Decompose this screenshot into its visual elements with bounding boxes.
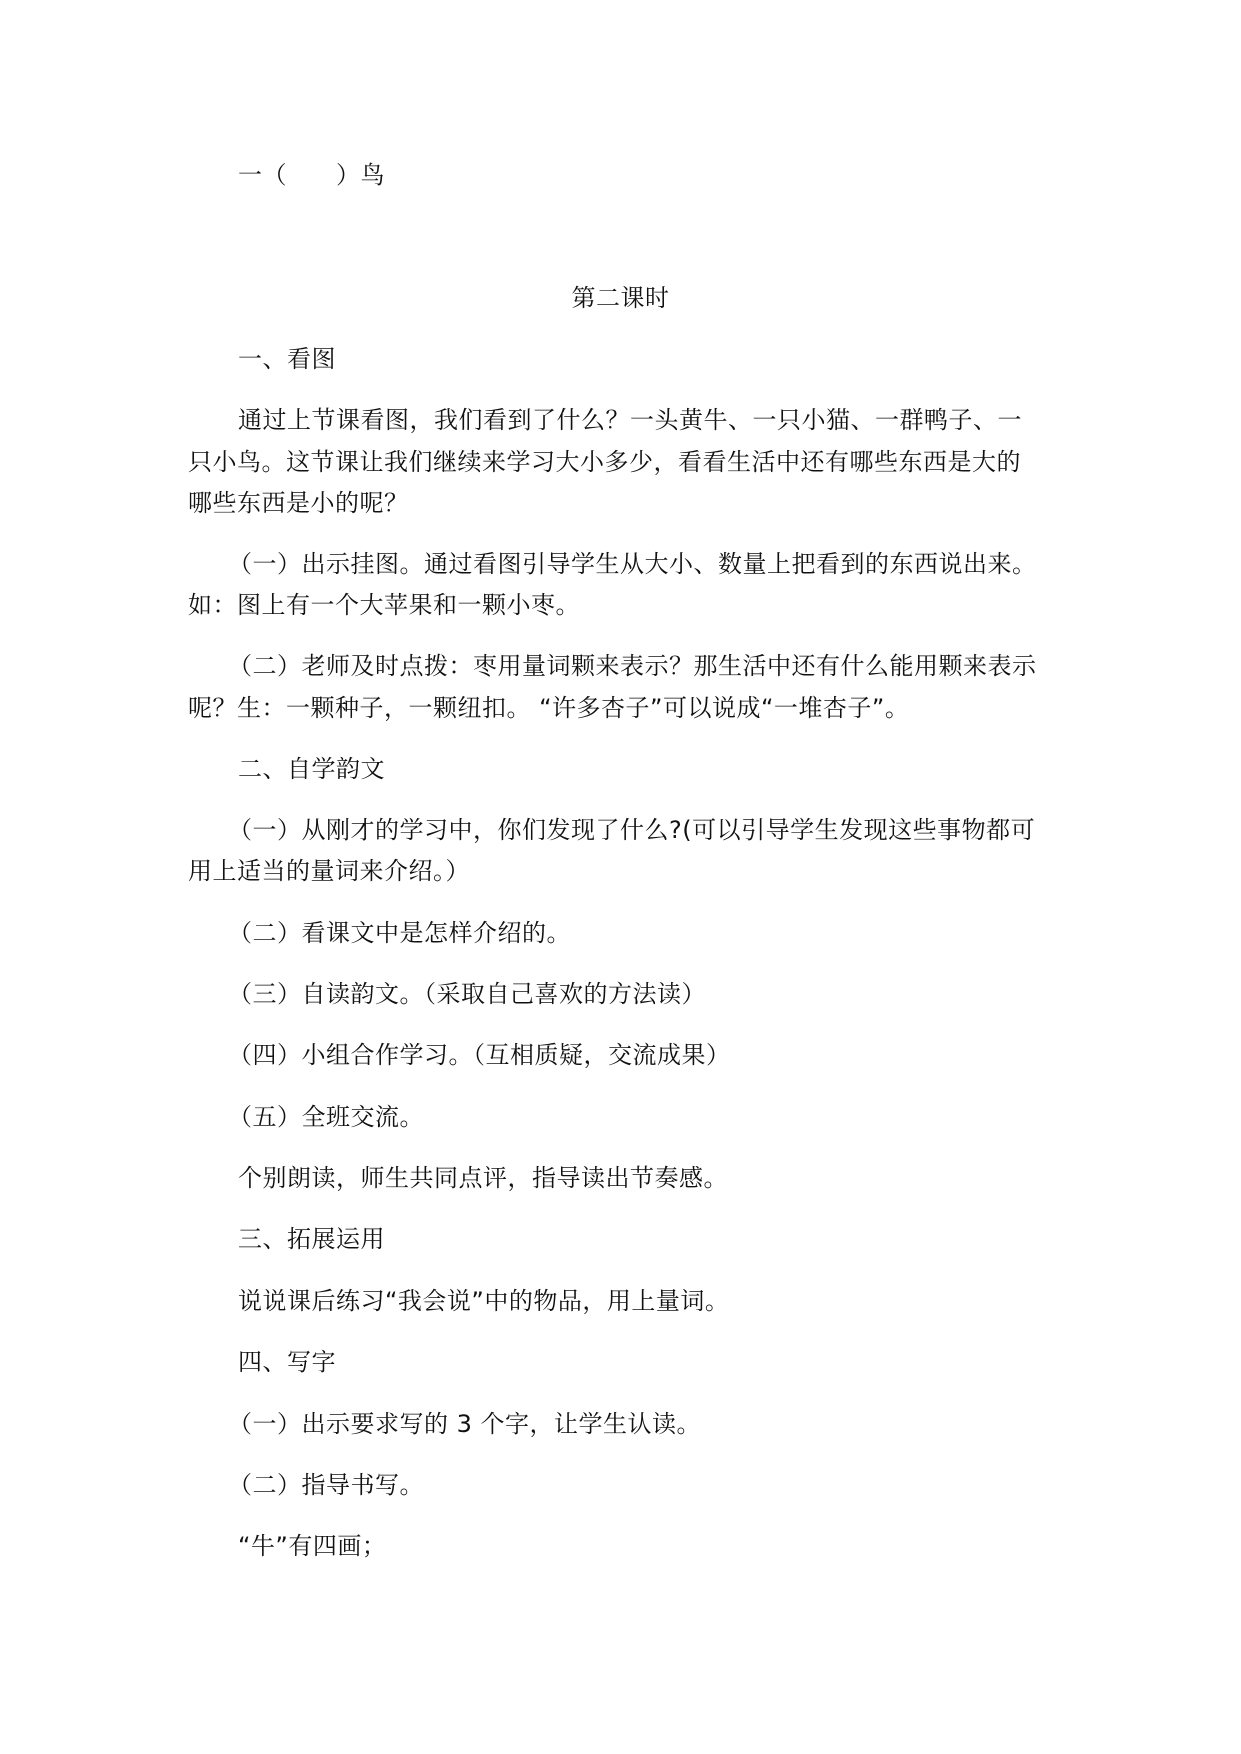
paragraph-2-line-2: 如：图上有一个大苹果和一颗小枣。 xyxy=(188,591,580,619)
paragraph-1-line-3: 哪些东西是小的呢？ xyxy=(188,489,409,517)
section-heading-3: 三、拓展运用 xyxy=(238,1225,385,1253)
paragraph-1-line-1: 通过上节课看图，我们看到了什么？一头黄牛、一只小猫、一群鸭子、一 xyxy=(238,406,1022,434)
lesson-title: 第二课时 xyxy=(571,284,670,312)
paragraph-3-line-1: （二）老师及时点拨：枣用量词颗来表示？那生活中还有什么能用颗来表示 xyxy=(228,652,1037,680)
paragraph-6: （三）自读韵文。（采取自己喜欢的方法读） xyxy=(228,980,706,1008)
paragraph-12: （二）指导书写。 xyxy=(228,1471,424,1499)
fill-blank-line: 一（ ）鸟 xyxy=(238,161,385,189)
section-heading-4: 四、写字 xyxy=(238,1348,336,1376)
paragraph-11: （一）出示要求写的 3 个字，让学生认读。 xyxy=(228,1410,702,1438)
section-heading-2: 二、自学韵文 xyxy=(238,755,385,783)
paragraph-2-line-1: （一）出示挂图。通过看图引导学生从大小、数量上把看到的东西说出来。 xyxy=(228,550,1037,578)
paragraph-9: 个别朗读，师生共同点评，指导读出节奏感。 xyxy=(238,1164,728,1192)
paragraph-1-line-2: 只小鸟。这节课让我们继续来学习大小多少，看看生活中还有哪些东西是大的 xyxy=(188,448,1021,476)
paragraph-13: “牛”有四画； xyxy=(238,1532,387,1560)
paragraph-8: （五）全班交流。 xyxy=(228,1103,424,1131)
paragraph-5: （二）看课文中是怎样介绍的。 xyxy=(228,919,571,947)
paragraph-4-line-1: （一）从刚才的学习中，你们发现了什么?(可以引导学生发现这些事物都可 xyxy=(228,816,1036,844)
paragraph-4-line-2: 用上适当的量词来介绍。） xyxy=(188,857,470,885)
section-heading-1: 一、看图 xyxy=(238,345,336,373)
paragraph-7: （四）小组合作学习。（互相质疑，交流成果） xyxy=(228,1041,731,1069)
paragraph-3-line-2: 呢？生：一颗种子，一颗纽扣。 “许多杏子”可以说成“一堆杏子”。 xyxy=(188,694,910,722)
paragraph-10: 说说课后练习“我会说”中的物品，用上量词。 xyxy=(238,1287,730,1315)
